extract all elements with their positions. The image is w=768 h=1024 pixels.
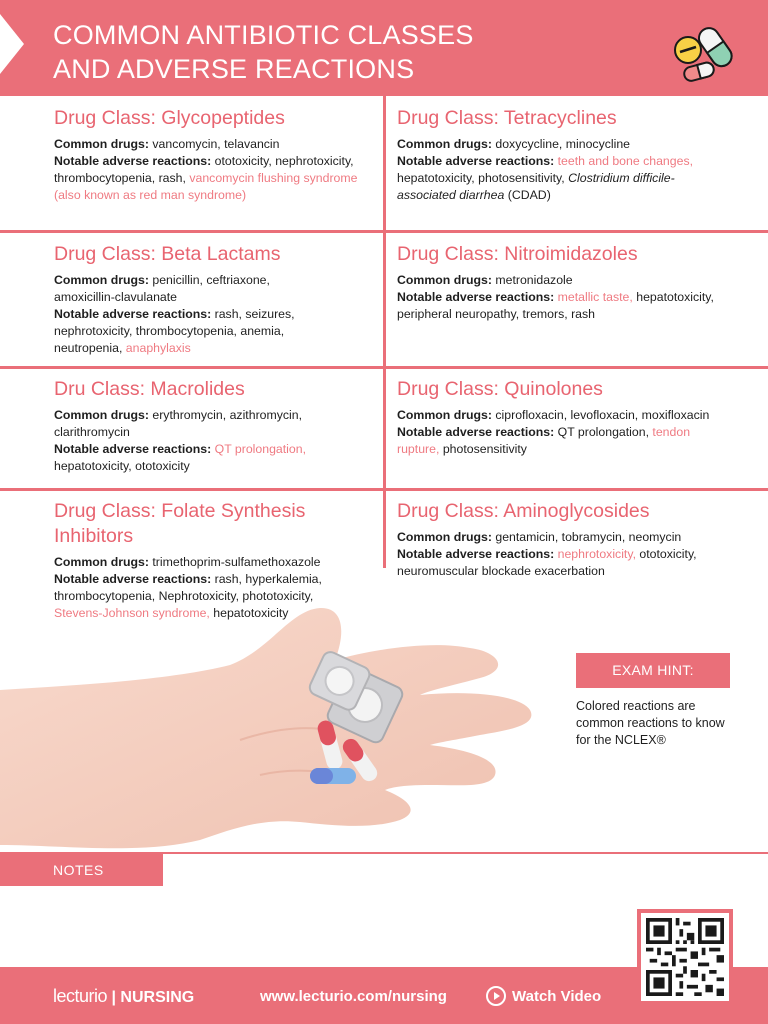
qr-code-pattern (646, 918, 724, 996)
notes-label: NOTES (0, 854, 163, 886)
play-circle-icon (486, 986, 506, 1006)
brand-name: lecturio (53, 986, 108, 1006)
drug-class-quinolones (397, 377, 727, 458)
drug-class-title: Drug Class: Folate Synthesis Inhibitors (54, 500, 306, 547)
title-line-1: COMMON ANTIBIOTIC CLASSES (53, 20, 474, 50)
adverse-reactions: Notable adverse reactions: QT prolongation, tendon rupture, photosensitivity (397, 425, 691, 456)
drug-class-title: Dru Class: Macrolides (54, 378, 245, 400)
page-title (53, 18, 573, 86)
lecturio-logo[interactable] (53, 986, 194, 1007)
drug-class-macrolides (54, 377, 339, 475)
section-name: | NURSING (111, 989, 195, 1006)
drug-class-title: Drug Class: Glycopeptides (54, 107, 285, 129)
exam-hint-label: EXAM HINT: (576, 653, 730, 688)
drug-class-beta-lactams (54, 242, 334, 357)
adverse-reactions: Notable adverse reactions: rash, hyperkalemia, thrombocytopenia, Nephrotoxicity, phototoxicity, Stevens-Johnson syndrome, hepatotoxicity (54, 572, 322, 620)
pills-icon (668, 14, 748, 84)
adverse-reactions: Notable adverse reactions: metallic taste, hepatotoxicity, peripheral neuropathy, tremors, rash (397, 290, 714, 321)
drug-class-glycopeptides (54, 106, 384, 204)
common-drugs: Common drugs: vancomycin, telavancin (54, 137, 280, 151)
adverse-reactions: Notable adverse reactions: nephrotoxicity, ototoxicity, neuromuscular blockade exacerbation (397, 547, 697, 578)
header-arrow-decoration (0, 14, 24, 74)
common-drugs: Common drugs: trimethoprim-sulfamethoxazole (54, 555, 321, 569)
header-banner (0, 0, 768, 96)
drug-class-aminoglycosides (397, 499, 732, 580)
exam-hint-text: Colored reactions are common reactions to know for the NCLEX® (576, 699, 725, 747)
qr-code-icon[interactable] (637, 909, 733, 1005)
adverse-reactions: Notable adverse reactions: ototoxicity, nephrotoxicity, thrombocytopenia, rash, vancomycin flushing syndrome (also known as red man syndrome) (54, 154, 358, 202)
adverse-reactions: Notable adverse reactions: QT prolongation, hepatotoxicity, ototoxicity (54, 442, 306, 473)
drug-class-title: Drug Class: Beta Lactams (54, 243, 281, 265)
drug-class-title: Drug Class: Tetracyclines (397, 107, 617, 129)
website-link[interactable]: www.lecturio.com/nursing (260, 988, 447, 1005)
adverse-reactions: Notable adverse reactions: teeth and bone changes, hepatotoxicity, photosensitivity, Clostridium difficile-associated diarrhea (CDAD) (397, 154, 694, 202)
common-drugs: Common drugs: metronidazole (397, 273, 573, 287)
drug-class-tetracyclines (397, 106, 732, 204)
common-drugs: Common drugs: doxycycline, minocycline (397, 137, 631, 151)
adverse-reactions: Notable adverse reactions: rash, seizures, nephrotoxicity, thrombocytopenia, anemia, neutropenia, anaphylaxis (54, 307, 295, 355)
column-divider (383, 488, 386, 568)
common-drugs: Common drugs: erythromycin, azithromycin, clarithromycin (54, 408, 303, 439)
drug-class-title: Drug Class: Aminoglycosides (397, 500, 650, 522)
common-drugs: Common drugs: ciprofloxacin, levofloxacin, moxifloxacin (397, 408, 710, 422)
drug-class-title: Drug Class: Quinolones (397, 378, 603, 400)
watch-video-button[interactable] (486, 986, 601, 1006)
common-drugs: Common drugs: penicillin, ceftriaxone, amoxicillin-clavulanate (54, 273, 270, 304)
drug-class-nitroimidazoles (397, 242, 727, 323)
title-line-2: AND ADVERSE REACTIONS (53, 54, 415, 84)
drug-class-title: Drug Class: Nitroimidazoles (397, 243, 638, 265)
watch-video-label: Watch Video (512, 987, 602, 1005)
hand-with-pills-illustration (0, 590, 560, 880)
common-drugs: Common drugs: gentamicin, tobramycin, neomycin (397, 530, 682, 544)
